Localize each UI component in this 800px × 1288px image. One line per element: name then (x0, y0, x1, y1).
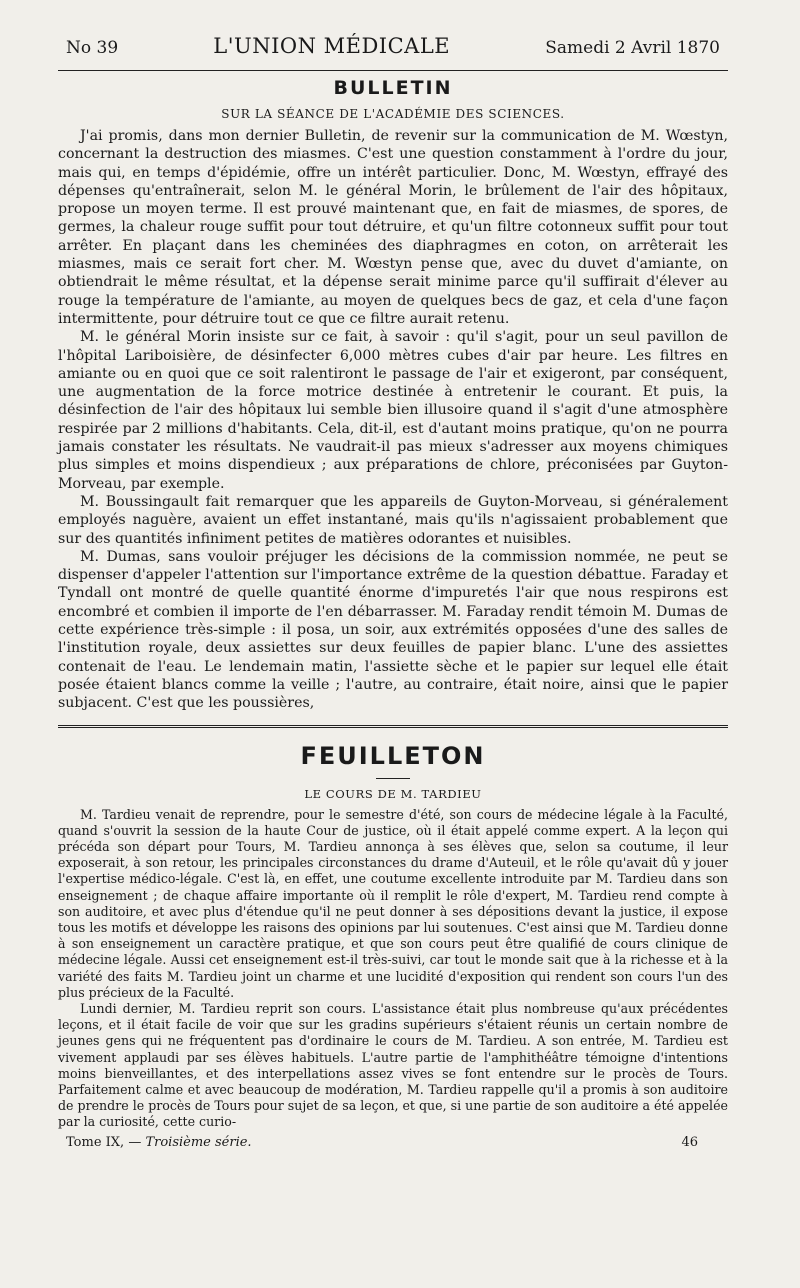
bulletin-paragraph-2: M. le général Morin insiste sur ce fait, à savoir : qu'il s'agit, pour un seul pavillon de l'hôpital Lariboisière, de désinfecter 6,000 mètres cubes d'air par heure. Les filtres en amiante ou en quoi que ce soit ralentiront le passage de l'air et exigeront, par conséquent, une augmentation de la force motrice destinée à entretenir le courant. Et puis, la désinfection de l'air des hôpitaux lui semble bien illusoire quand il s'agit d'une atmosphère respirée par 2 millions d'habitants. Cela, dit-il, est d'autant moins pratique, qu'on ne pourra jamais constater les résultats. Ne vaudrait-il pas mieux s'adresser aux moyens chimiques plus simples et moins dispendieux ; aux préparations de chlore, préconisées par Guyton-Morveau, par exemple. (58, 329, 728, 492)
feuilleton-title: FEUILLETON (300, 741, 486, 770)
bulletin-paragraph-1: J'ai promis, dans mon dernier Bulletin, de revenir sur la communication de M. Wœstyn, concernant la destruction des miasmes. C'est une question constamment à l'ordre du jour, mais qui, en temps d'épidémie, offre un intérêt particulier. Donc, M. Wœstyn, effrayé des dépenses qu'entraînerait, selon M. le général Morin, le brûlement de l'air des hôpitaux, propose un moyen terme. Il est prouvé maintenant que, en fait de miasmes, de spores, de germes, la chaleur rouge suffit pour tout détruire, et qu'un filtre cotonneux suffit pour tout arrêter. En plaçant dans les cheminées des diaphragmes en coton, on arrêterait les miasmes, mais ce serait fort cher. M. Wœstyn pense que, avec du duvet d'amiante, on obtiendrait le même résultat, et la dépense serait minime parce qu'il suffirait d'élever au rouge la température de l'amiante, au moyen de quelques becs de gaz, et cela d'une façon intermittente, pour détruire tout ce que ce filtre aurait retenu. (58, 128, 728, 327)
bulletin-body (58, 127, 728, 713)
issue-date: Samedi 2 Avril 1870 (545, 38, 720, 58)
feuilleton-separator (58, 725, 728, 728)
running-head (58, 28, 728, 58)
journal-title: L'UNION MÉDICALE (213, 34, 451, 58)
feuilleton-subtitle: LE COURS DE M. TARDIEU (304, 786, 482, 801)
bulletin-paragraph-3: M. Boussingault fait remarquer que les appareils de Guyton-Morveau, si généralement employés naguère, avaient un effet instantané, mais qu'ils n'agissaient probablement que sur des quantités infiniment petites de matières odorantes et nuisibles. (58, 493, 728, 547)
page-number: 46 (681, 1134, 698, 1150)
newspaper-page (58, 28, 728, 1278)
series-label: — Troisième série. (128, 1134, 252, 1150)
issue-number: No 39 (66, 38, 119, 58)
feuilleton-paragraph-2: Lundi dernier, M. Tardieu reprit son cours. L'assistance était plus nombreuse qu'aux précédentes leçons, et il était facile de voir que sur les gradins supérieurs s'étaient réunis un certain nombre de jeunes gens qui ne fréquentent pas d'ordinaire le cours de M. Tardieu. A son entrée, M. Tardieu est vivement applaudi par ses élèves habituels. L'autre partie de l'amphithéâtre témoigne d'intentions moins bienveillantes, et des interpellations assez vives se font entendre sur le procès de Tours. Parfaitement calme et avec beaucoup de modération, M. Tardieu rappelle qu'il a promis à son auditoire de prendre le procès de Tours pour sujet de sa leçon, et que, si une partie de son auditoire a été appelée par la curiosité, cette curio- (58, 1000, 728, 1130)
page-footer (58, 1131, 728, 1150)
feuilleton-dash (376, 778, 410, 779)
feuilleton-paragraph-1: M. Tardieu venait de reprendre, pour le semestre d'été, son cours de médecine légale à la Faculté, quand s'ouvrit la session de la haute Cour de justice, où il était appelé comme expert. A la leçon qui précéda son départ pour Tours, M. Tardieu annonça à ses élèves que, selon sa coutume, il leur exposerait, à son retour, les principales circonstances du drame d'Auteuil, et le rôle qu'avait dû y jouer l'expertise médico-légale. C'est là, en effet, une coutume excellente introduite par M. Tardieu dans son enseignement ; de chaque affaire importante où il remplit le rôle d'expert, M. Tardieu rend compte à son auditoire, et avec plus d'étendue qu'il ne peut donner à ses dépositions devant la justice, il expose tous les motifs et développe les raisons des opinions par lui soutenues. C'est ainsi que M. Tardieu donne à son enseignement un caractère pratique, et que son cours peut être qualifié de cours clinique de médecine légale. Aussi cet enseignement est-il très-suivi, car tout le monde sait que à la richesse et à la variété des faits M. Tardieu joint un charme et une lucidité d'exposition qui rendent son cours l'un des plus précieux de la Faculté. (58, 806, 728, 1000)
header-rule (58, 70, 728, 71)
bulletin-subtitle: SUR LA SÉANCE DE L'ACADÉMIE DES SCIENCES. (221, 107, 565, 121)
bulletin-paragraph-4: M. Dumas, sans vouloir préjuger les décisions de la commission nommée, ne peut se dispenser d'appeler l'attention sur l'importance extrême de la question débattue. Faraday et Tyndall ont montré de quelle quantité énorme d'impuretés l'air que nous respirons est encombré et combien il importe de l'en débarrasser. M. Faraday rendit témoin M. Dumas de cette expérience très-simple : il posa, un soir, aux extrémités opposées d'une des salles de l'institution royale, deux assiettes sur deux feuilles de papier blanc. L'une des assiettes contenait de l'eau. Le lendemain matin, l'assiette sèche et le papier sur lequel elle était posée étaient blancs comme la veille ; l'autre, au contraire, était noire, ainsi que le papier subjacent. C'est que les poussières, (58, 548, 728, 712)
feuilleton-body (58, 807, 728, 1131)
volume-label: Tome IX, (66, 1134, 125, 1150)
volume-series (66, 1135, 252, 1150)
bulletin-title: BULLETIN (333, 77, 453, 99)
